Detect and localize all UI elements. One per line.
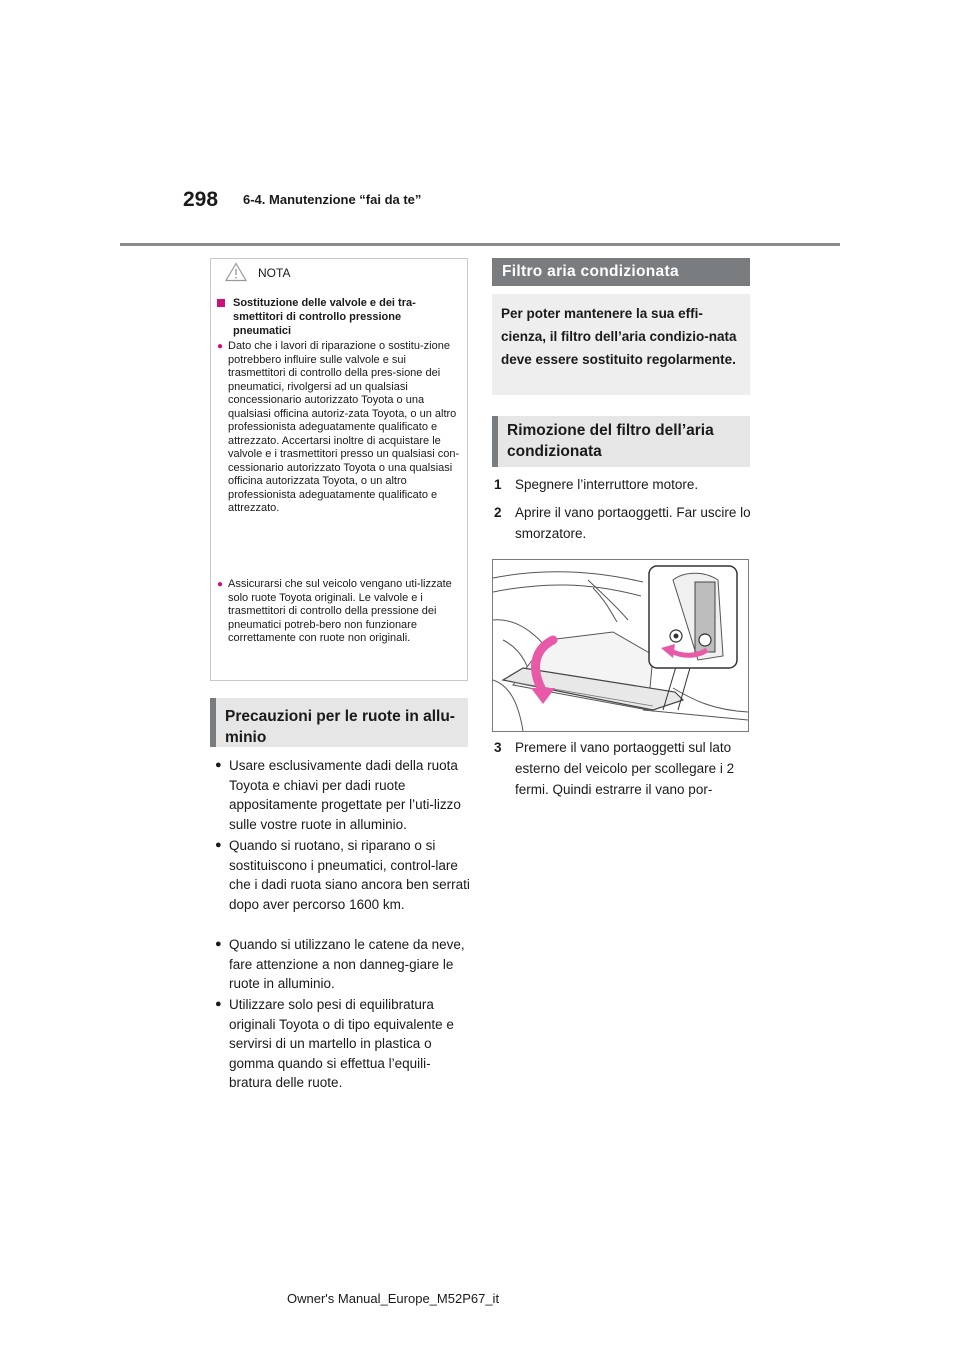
glovebox-drawing (493, 560, 748, 731)
filter-heading: Filtro aria condizionata (492, 258, 750, 286)
list-item: ● Utilizzare solo pesi di equilibratura originali Toyota o di tipo equivalente e servirsi di un martello in plastica o gomma quando si effettua l’equili-bratura delle ruote. (215, 995, 470, 1093)
precautions-heading: Precauzioni per le ruote in allu-minio (210, 698, 468, 747)
filter-intro: Per poter mantenere la sua effi-cienza, il filtro dell’aria condizio-nata deve essere sostituito regolarmente. (492, 294, 750, 395)
square-bullet-icon (217, 299, 225, 307)
bullet-icon: ● (215, 839, 222, 851)
bullet-icon: ● (215, 759, 222, 771)
nota-subtitle: Sostituzione delle valvole e dei tra-smettitori di controllo pressione pneumatici (217, 296, 462, 338)
list-item: ● Quando si ruotano, si riparano o si sostituiscono i pneumatici, control-lare che i dadi ruota siano ancora ben serrati dopo aver percorso 1600 km. (215, 836, 470, 914)
list-item: ● Usare esclusivamente dadi della ruota Toyota e chiavi per dadi ruote appositamente progettate per l’uti-lizzo sulle vostre ruote in alluminio. (215, 756, 470, 834)
section-title: 6-4. Manutenzione “fai da te” (243, 192, 422, 207)
warning-icon (225, 262, 247, 282)
step-item: 3 Premere il vano portaoggetti sul lato esterno del veicolo per scollegare i 2 fermi. Quindi estrarre il vano por- (494, 740, 735, 797)
list-item: ● Quando si utilizzano le catene da neve, fare attenzione a non danneg-giare le ruote in alluminio. (215, 935, 470, 994)
nota-item: ● Assicurarsi che sul veicolo vengano uti-lizzate solo ruote Toyota originali. Le valvole e i trasmettitori di controllo della pressione dei pneumatici potreb-bero non funzionare correttamente con ruote non originali. (217, 578, 452, 644)
bullet-icon: ● (215, 938, 222, 950)
header-rule (120, 243, 840, 246)
step-item: 2 Aprire il vano portaoggetti. Far uscire lo smorzatore. (494, 505, 751, 541)
bullet-icon: ● (217, 579, 224, 590)
nota-item: ● Dato che i lavori di riparazione o sostitu-zione potrebbero influire sulle valvole e sui trasmettitori di controllo della pres-sione dei pneumatici, rivolgersi ad un qualsiasi concessionario autorizzato Toyota o una qualsiasi officina autoriz-zata Toyota, o un altro professionista adeguatamente qualificato e attrezzato. Accertarsi inoltre di acquistare le valvole e i trasmettitori presso un qualsiasi con-cessionario autorizzato Toyota o una qualsiasi officina autorizzata Toyota, o un altro professionista adeguatamente qualificato e attrezzato. (217, 340, 460, 514)
nota-label: NOTA (258, 266, 291, 280)
step-item: 1 Spegnere l’interruttore motore. (494, 477, 699, 492)
glovebox-illustration (492, 559, 749, 732)
bullet-icon: ● (215, 998, 222, 1010)
bullet-icon: ● (217, 341, 224, 352)
footer-text: Owner's Manual_Europe_M52P67_it (287, 1291, 500, 1306)
removal-heading: Rimozione del filtro dell’aria condizionata (492, 416, 750, 467)
page-number: 298 (183, 188, 219, 211)
